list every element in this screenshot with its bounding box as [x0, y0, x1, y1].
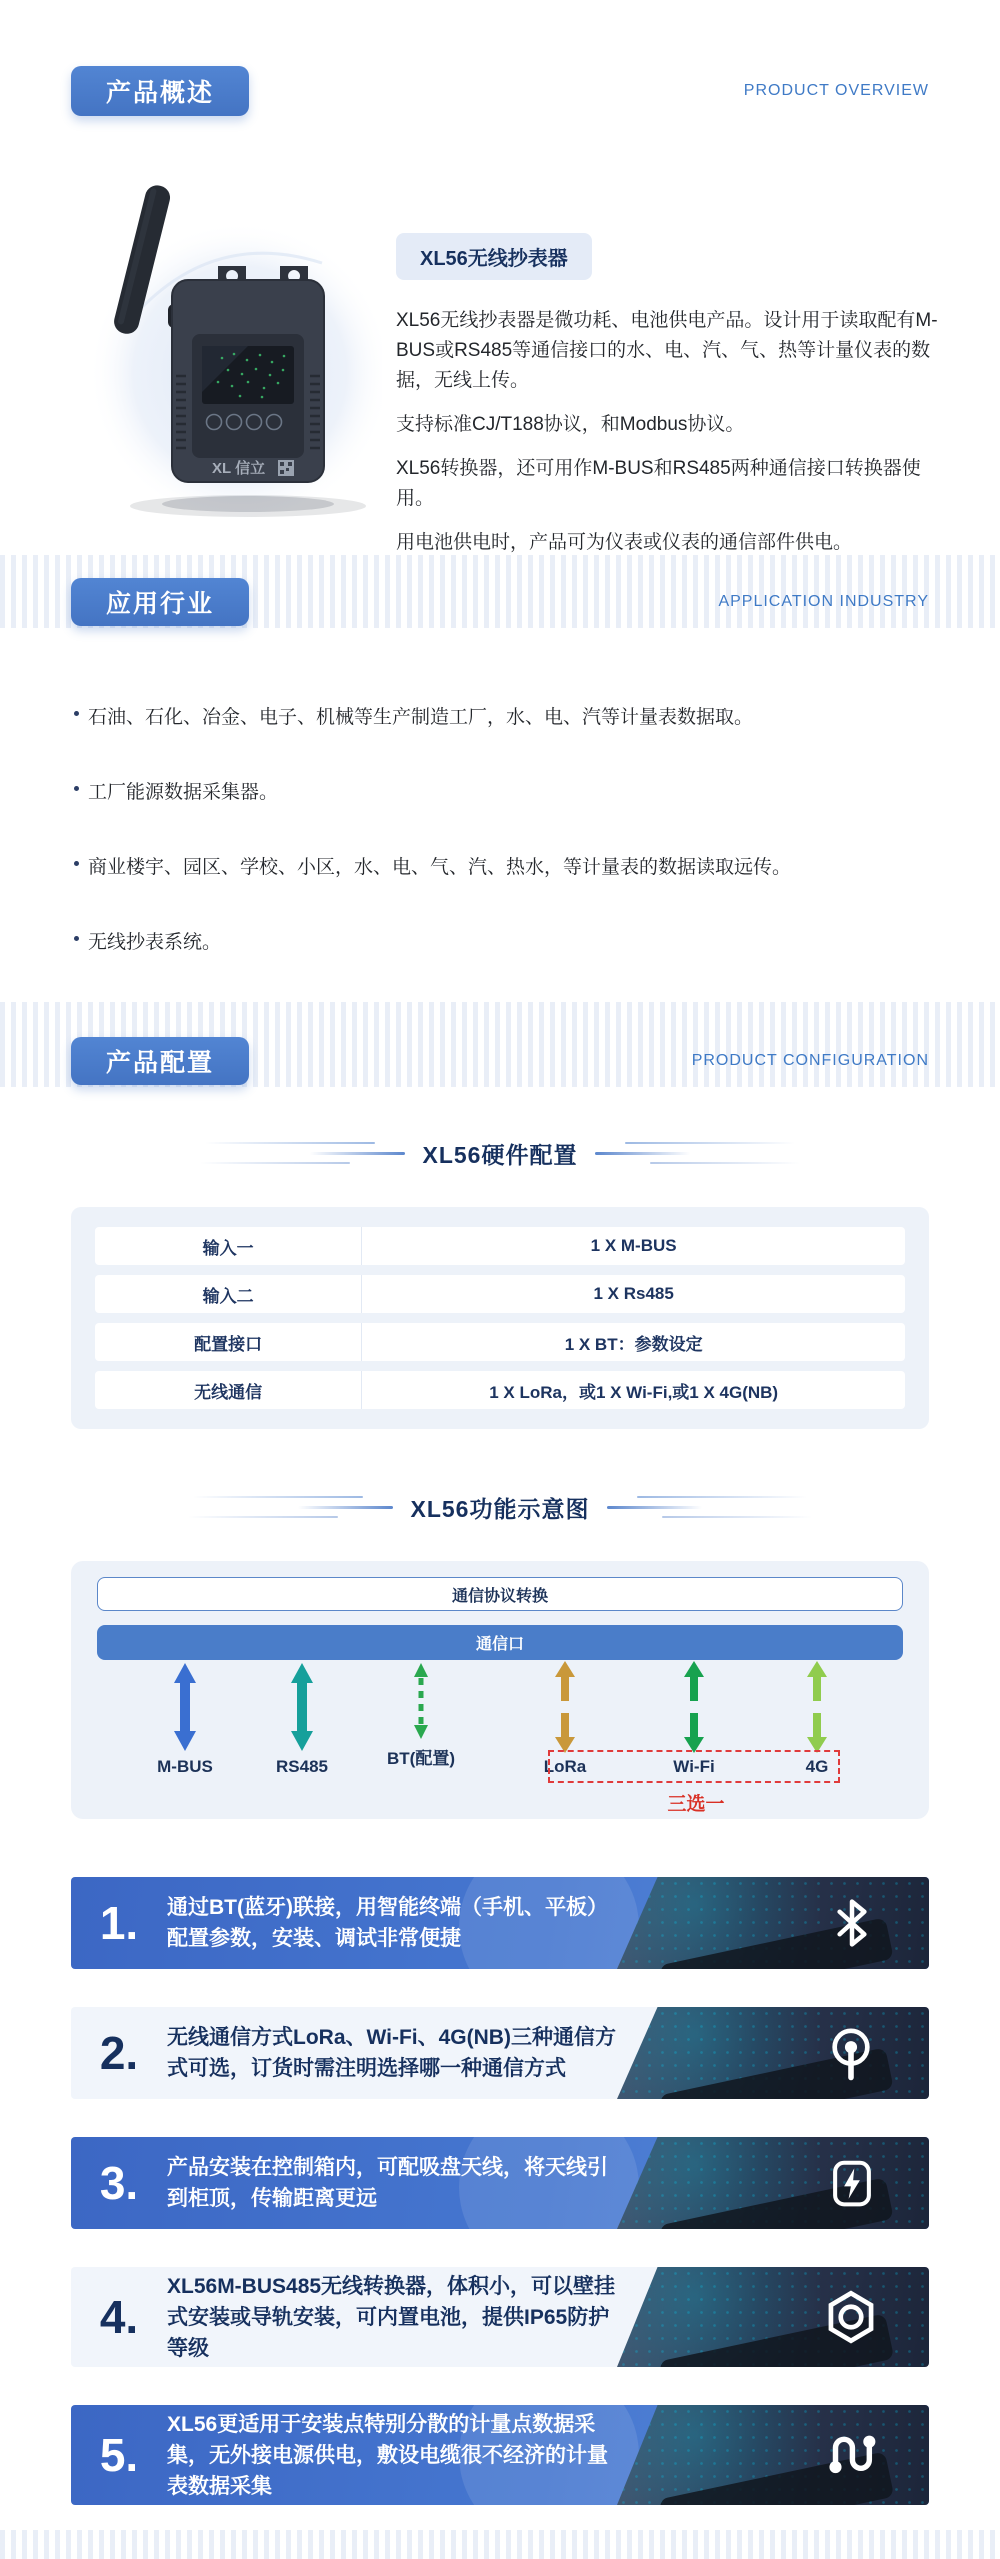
application-bullet: 商业楼宇、园区、学校、小区，水、电、气、汽、热水，等计量表的数据读取远传。: [72, 852, 928, 879]
hardware-config-title: XL56硬件配置: [0, 1137, 1000, 1169]
feature-text: XL56M-BUS485无线转换器，体积小，可以壁挂式安装或导轨安装，可内置电池，提供IP65防护等级: [167, 2274, 616, 2360]
device-qr-code: [278, 460, 294, 476]
device-logo-text: XL 信立: [212, 460, 266, 477]
feature-photo: [617, 2267, 929, 2367]
table-row-label: 无线通信: [95, 1371, 362, 1409]
channel-label-wifi: Wi-Fi: [673, 1757, 715, 1776]
table-row: [95, 1323, 905, 1361]
feature-text: XL56更适用于安装点特别分散的计量点数据采集，无外接电源供电，敷设电缆很不经济的计量表数据采集: [167, 2412, 608, 2498]
table-row-value: 1 X BT：参数设定: [564, 1334, 703, 1354]
feature-banner-3: [71, 2137, 929, 2229]
application-bullet: 石油、石化、冶金、电子、机械等生产制造工厂，水、电、汽等计量表数据取。: [72, 702, 928, 729]
4g-arrow-icon: [805, 1661, 829, 1753]
configuration-section-header: [0, 1002, 1000, 1087]
feature-text: 通过BT(蓝牙)联接，用智能终端（手机、平板）配置参数，安装、调试非常便捷: [167, 1896, 608, 1950]
function-diagram-title: XL56功能示意图: [0, 1491, 1000, 1523]
title-decor-right: [595, 1142, 805, 1164]
table-row-value: 1 X Rs485: [593, 1284, 674, 1303]
table-row-value: 1 X M-BUS: [590, 1236, 677, 1255]
overview-text-column: [382, 168, 938, 553]
overview-title-pill: 产品概述: [71, 66, 249, 116]
protocol-conversion-box: 通信协议转换: [97, 1577, 903, 1611]
feature-banner-5: [71, 2405, 929, 2505]
feature-photo: [617, 2137, 929, 2229]
feature-number: 3.: [99, 2157, 139, 2209]
feature-number: 1.: [99, 1897, 139, 1949]
application-bullet: 无线抄表系统。: [72, 927, 928, 954]
hexagon-nut-icon: [823, 2289, 879, 2345]
device-photo: [72, 168, 382, 540]
broadcast-icon: [823, 2025, 879, 2081]
table-row: [95, 1371, 905, 1409]
channel-label-rs485: RS485: [276, 1757, 328, 1776]
overview-paragraph: 支持标准CJ/T188协议，和Modbus协议。: [396, 414, 745, 435]
hardware-config-table: [71, 1207, 929, 1429]
channel-label-bt: BT(配置): [387, 1749, 455, 1768]
title-decor-left: [183, 1496, 393, 1518]
table-row: [95, 1275, 905, 1313]
configuration-title-en: PRODUCT CONFIGURATION: [691, 1051, 929, 1069]
configuration-title-pill: 产品配置: [71, 1037, 249, 1085]
rs485-arrow-icon: [289, 1661, 315, 1753]
feature-banner-2: [71, 2007, 929, 2099]
device-illustration: [72, 168, 382, 540]
table-row-label: 输入一: [95, 1227, 362, 1265]
feature-number: 5.: [99, 2429, 139, 2481]
bottom-stripe-band: [0, 2530, 1000, 2559]
function-diagram: [71, 1561, 929, 1819]
overview-paragraph: XL56无线抄表器是微功耗、电池供电产品。设计用于读取配有M-BUS或RS485等通信接口的水、电、汽、气、热等计量仪表的数据，无线上传。: [396, 310, 938, 391]
channel-label-mbus: M-BUS: [157, 1757, 213, 1776]
title-decor-left: [195, 1142, 405, 1164]
feature-text: 无线通信方式LoRa、Wi-Fi、4G(NB)三种通信方式可选，订货时需注明选择哪一种通信方式: [167, 2026, 616, 2080]
overview-paragraph: XL56转换器，还可用作M-BUS和RS485两种通信接口转换器使用。: [396, 458, 921, 509]
title-decor-right: [607, 1496, 817, 1518]
mbus-arrow-icon: [172, 1661, 198, 1753]
application-section-header: [0, 555, 1000, 628]
choose-one-dashed-box: [548, 1750, 840, 1783]
table-row: [95, 1227, 905, 1265]
feature-number: 2.: [99, 2027, 139, 2079]
table-row-label: 配置接口: [95, 1323, 362, 1361]
comm-port-bar: 通信口: [97, 1625, 903, 1660]
overview-title-en: PRODUCT OVERVIEW: [743, 82, 929, 99]
application-bullet-list: [72, 702, 928, 954]
feature-banner-4: [71, 2267, 929, 2367]
feature-text: 产品安装在控制箱内，可配吸盘天线，将天线引到柜顶，传输距离更远: [167, 2156, 608, 2210]
feature-photo: [617, 2405, 929, 2505]
overview-body: [72, 168, 938, 553]
bt-arrow-icon: [412, 1663, 430, 1739]
wifi-arrow-icon: [682, 1661, 706, 1753]
channel-label-4g: 4G: [805, 1757, 829, 1776]
feature-banner-1: [71, 1877, 929, 1969]
overview-paragraph: 用电池供电时，产品可为仪表或仪表的通信部件供电。: [396, 532, 853, 553]
bluetooth-icon: [825, 1896, 879, 1950]
lightning-icon: [825, 2156, 879, 2210]
table-row-label: 输入二: [95, 1275, 362, 1313]
product-name-badge: XL56无线抄表器: [396, 233, 592, 280]
application-title-en: APPLICATION INDUSTRY: [718, 592, 929, 610]
feature-photo: [617, 1877, 929, 1969]
feature-photo: [617, 2007, 929, 2099]
application-bullet: 工厂能源数据采集器。: [72, 777, 928, 804]
application-title-pill: 应用行业: [71, 578, 249, 626]
lora-arrow-icon: [553, 1661, 577, 1753]
choose-one-note: 三选一: [667, 1794, 725, 1815]
cable-route-icon: [821, 2426, 879, 2484]
feature-list: [71, 1877, 929, 2505]
table-row-value: 1 X LoRa，或1 X Wi-Fi,或1 X 4G(NB): [489, 1382, 779, 1402]
overview-section-header: [71, 66, 929, 116]
feature-number: 4.: [99, 2291, 139, 2343]
channel-label-lora: LoRa: [543, 1757, 587, 1776]
